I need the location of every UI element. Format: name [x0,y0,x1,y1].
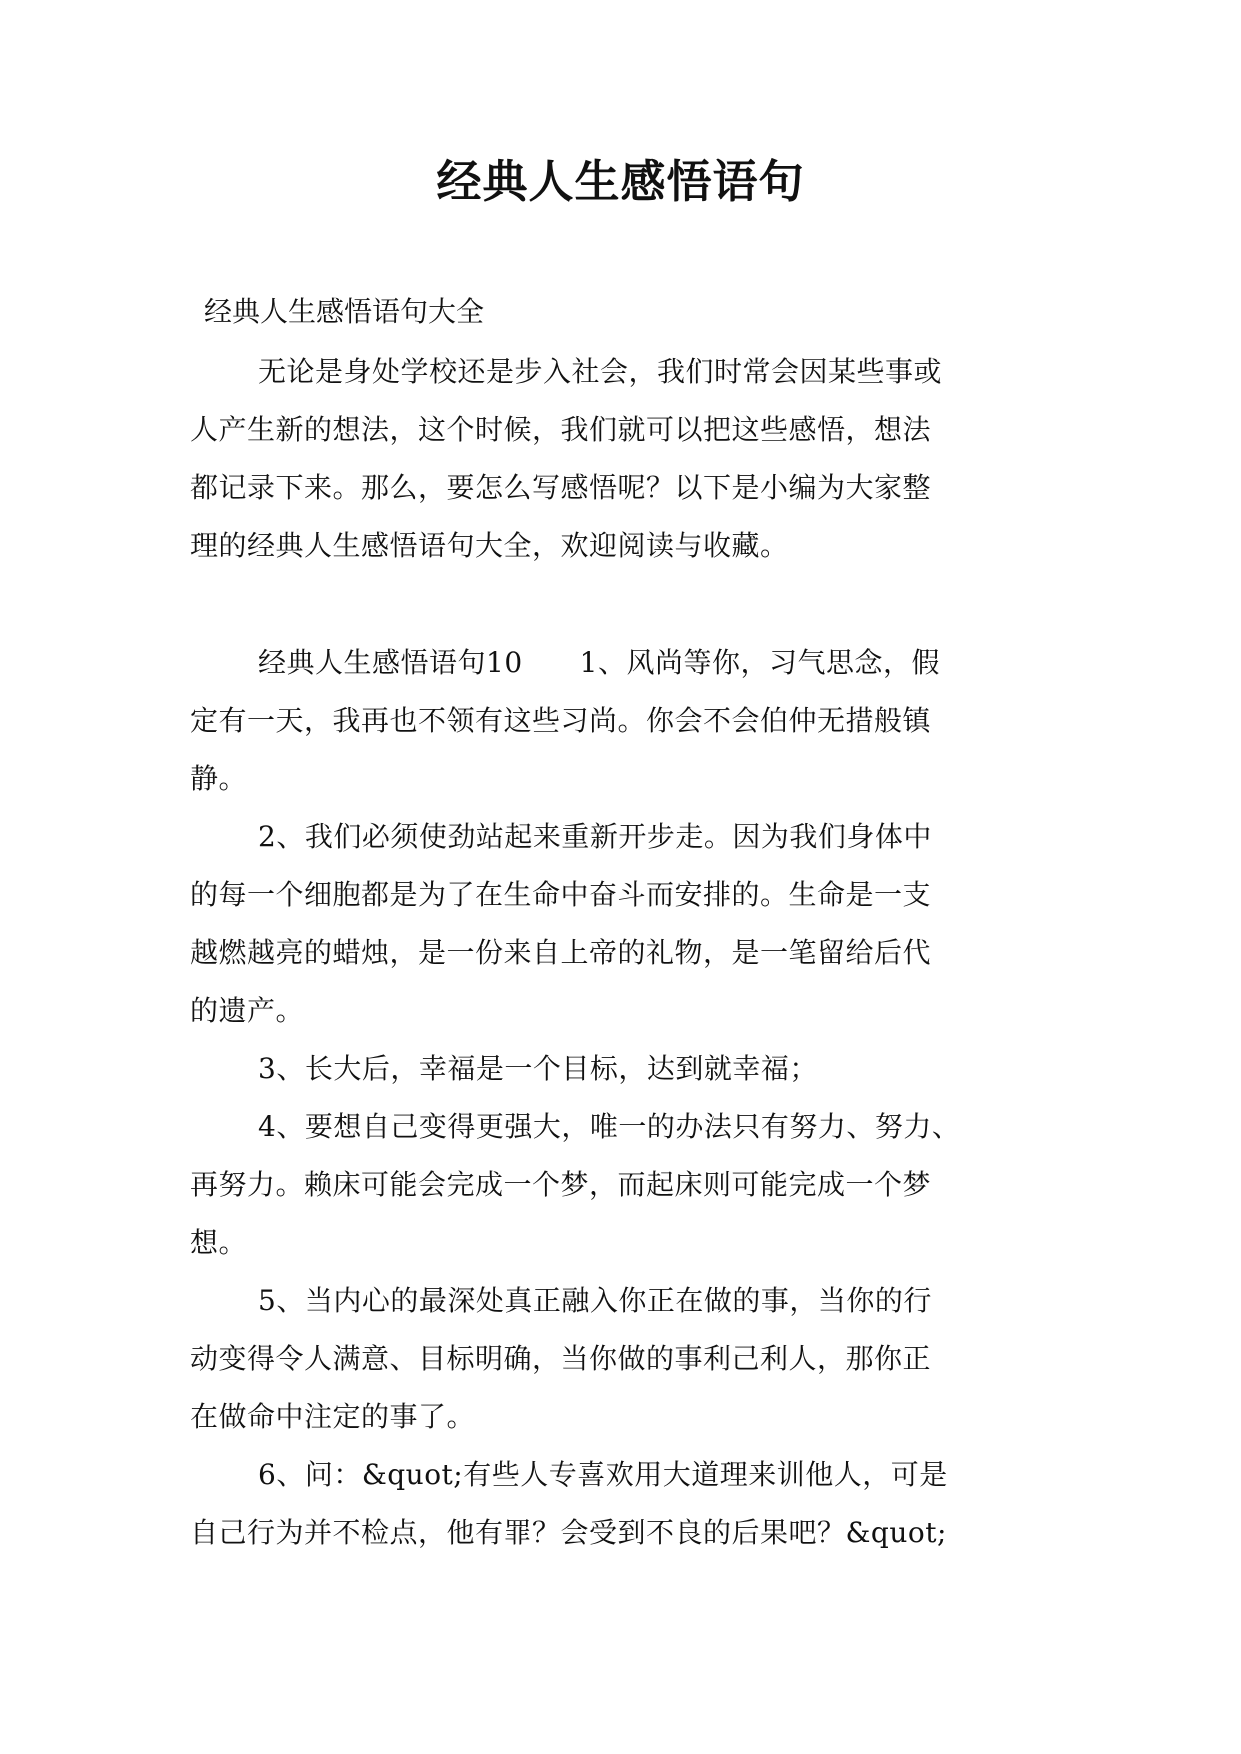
paragraph-line: 人产生新的想法，这个时候，我们就可以把这些感悟，想法 [190,413,932,446]
paragraph-line: 理的经典人生感悟语句大全，欢迎阅读与收藏。 [190,529,789,562]
paragraph-line: 的每一个细胞都是为了在生命中奋斗而安排的。生命是一支 [190,878,932,911]
paragraph-line: 动变得令人满意、目标明确，当你做的事利己利人，那你正 [190,1342,932,1375]
paragraph-line: 静。 [190,762,248,795]
paragraph-line: 定有一天，我再也不领有这些习尚。你会不会伯仲无措般镇 [190,704,932,737]
paragraph-line: 想。 [190,1226,248,1259]
paragraph-line: 3、长大后，幸福是一个目标，达到就幸福； [258,1052,818,1085]
paragraph-line: 4、要想自己变得更强大，唯一的办法只有努力、努力、 [258,1110,961,1143]
paragraph-line: 再努力。赖床可能会完成一个梦，而起床则可能完成一个梦 [190,1168,932,1201]
paragraph-line: 的遗产。 [190,994,305,1027]
paragraph-line: 经典人生感悟语句10 1、风尚等你，习气思念，假 [258,646,940,679]
paragraph-line: 6、问：&quot;有些人专喜欢用大道理来训他人，可是 [258,1458,948,1491]
paragraph-line: 越燃越亮的蜡烛，是一份来自上帝的礼物，是一笔留给后代 [190,936,932,969]
document-title: 经典人生感悟语句 [436,155,805,208]
paragraph-line: 在做命中注定的事了。 [190,1400,476,1433]
paragraph-line: 都记录下来。那么，要怎么写感悟呢？以下是小编为大家整 [190,471,932,504]
paragraph-line: 无论是身处学校还是步入社会，我们时常会因某些事或 [258,355,943,388]
paragraph-line: 2、我们必须使劲站起来重新开步走。因为我们身体中 [258,820,932,853]
paragraph-line: 5、当内心的最深处真正融入你正在做的事，当你的行 [258,1284,932,1317]
paragraph-line: 自己行为并不检点，他有罪？会受到不良的后果吧？&quot; [190,1516,947,1549]
document-subtitle: 经典人生感悟语句大全 [204,295,485,328]
